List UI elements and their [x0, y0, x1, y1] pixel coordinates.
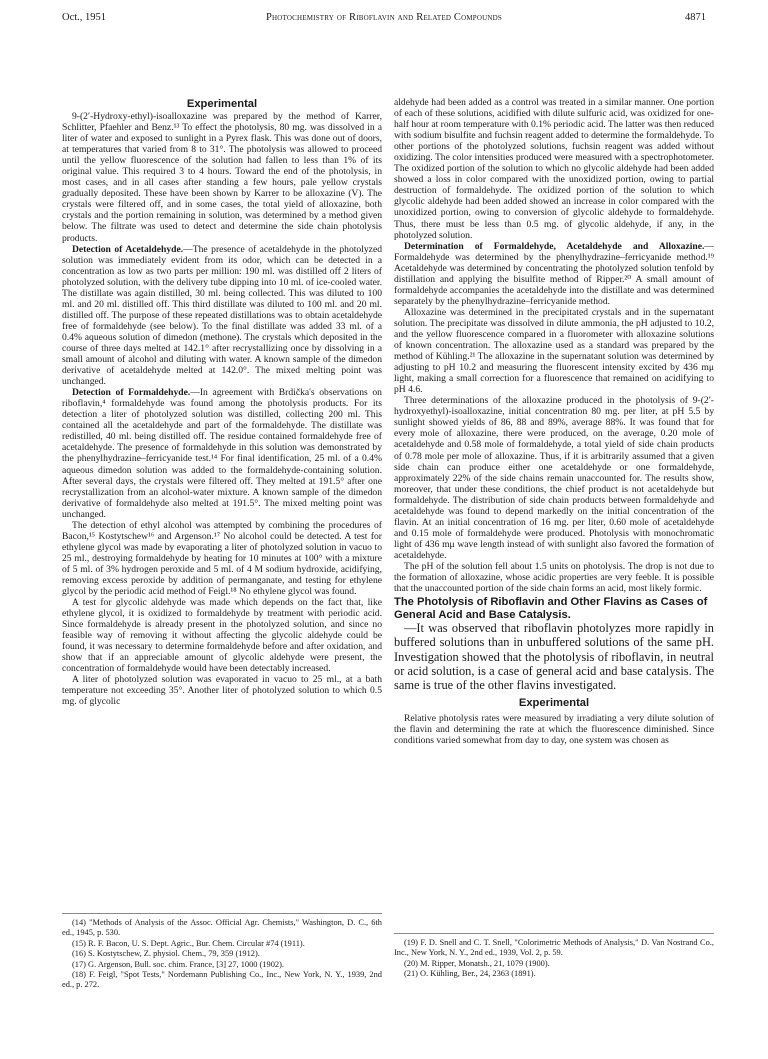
- running-head: [62, 10, 706, 26]
- footnote-18: (18) F. Feigl, "Spot Tests," Nordemann Publishing Co., Inc., New York, N. Y., 1939, 2nd ed., p. 272.: [62, 970, 382, 990]
- section-heading-catalysis: The Photolysis of Riboflavin and Other Flavins as Cases of General Acid and Base Catalysis.: [394, 596, 708, 621]
- paragraph-yields: Three determinations of the alloxazine produced in the photolysis of 9-(2′-hydroxyethyl)-isoalloxazine, initial concentration 80 mg. per liter, at pH 5.5 by sunlight showed yields of 86, 88 and 89%, average 88%. It was found that for every mole of alloxazine, there were produced, on the average, 0.20 mole of acetaldehyde and 0.58 mole of formaldehyde, a total yield of side chain products of 0.78 mole per mole of alloxazine. Thus, if it is arbitrarily assumed that a given side chain can produce either one acetaldehyde or one formaldehyde, approximately 22% of the side chains remain unaccounted for. The results show, moreover, that under these conditions, the chief product is not acetaldehyde but formaldehyde. The distribution of side chain products between formaldehyde and acetaldehyde was found to depend markedly on the initial concentration of the flavin. At an initial concentration of 16 mg. per liter, 0.60 mole of acetaldehyde and 0.15 mole of formaldehyde were produced. Photolysis with monochromatic light of 436 mμ wave length instead of with sunlight also favored the formation of acetaldehyde.: [394, 395, 714, 561]
- paragraph-determination: [394, 241, 714, 307]
- footnotes-right: [394, 933, 714, 980]
- paragraph-ethyl-alcohol: The detection of ethyl alcohol was attempted by combining the procedures of Bacon,¹⁵ Kostytschew¹⁶ and Argenson.¹⁷ No alcohol could be detected. A test for ethylene glycol was made by evaporating a liter of photolyzed solution in vacuo to 25 ml., destroying formaldehyde by heating for 10 minutes at 100° with a mixture of 5 ml. of 3% hydrogen peroxide and 5 ml. of 4 M sodium hydroxide, acidifying, removing excess peroxide by addition of permanganate, and testing for ethylene glycol by the periodic acid method of Feigl.¹⁸ No ethylene glycol was found.: [62, 519, 382, 598]
- footnote-21: (21) O. Kühling, Ber., 24, 2363 (1891).: [404, 969, 536, 979]
- footnote-15: (15) R. F. Bacon, U. S. Dept. Agric., Bur. Chem. Circular #74 (1911).: [72, 938, 305, 948]
- footnote-19: (19) F. D. Snell and C. T. Snell, "Colorimetric Methods of Analysis," D. Van Nostrand Co., Inc., New York, N. Y., 2nd ed., 1939, Vol. 2, p. 59.: [394, 938, 714, 958]
- right-column: [394, 97, 714, 746]
- paragraph-alloxazine: Alloxazine was determined in the precipitated crystals and in the supernatant solution. The precipitate was dissolved in dilute ammonia, the pH adjusted to 10.2, and the yellow fluorescence compared in a fluorometer with alloxazine solutions of known concentration. The alloxazine used as a standard was prepared by the method of Kühling.²¹ The alloxazine in the supernatant solution was determined by adjusting to pH 10.2 and measuring the fluorescent intensity excited by 436 mμ light, making a small correction for a fluorescence that remained on acidifying to pH 4.6.: [394, 306, 714, 396]
- section-heading-experimental-2: Experimental: [518, 697, 590, 710]
- page-number: 4871: [685, 12, 706, 23]
- footnote-17: (17) G. Argenson, Bull. soc. chim. France, [3] 27, 1000 (1902).: [72, 959, 284, 969]
- paragraph-glycolic-aldehyde: A test for glycolic aldehyde was made which depends on the fact that, like ethylene glycol, it is oxidized to formaldehyde by treatment with periodic acid. Since formaldehyde is already present in the photolyzed solution, and since no feasible way of removing it without affecting the glycolic aldehyde could be found, it was necessary to determine formaldehyde before and after oxidation, and show that if an appreciable amount of glycolic aldehyde were present, the concentration of formaldehyde would have been detectably increased.: [62, 597, 382, 675]
- determination-body: —Formaldehyde was determined by the phenylhydrazine–ferricyanide method.¹⁹ Acetaldehyde was determined by concentrating the photolyzed solution tenfold by distillation and applying the bisulfite method of Ripper.²⁰ A small amount of formaldehyde accompanies the acetaldehyde into the distillate and was determined separately by the phenylhydrazine–ferricyanide method.: [394, 240, 714, 307]
- footnote-rule: [394, 933, 714, 934]
- issue-date: Oct., 1951: [62, 12, 107, 23]
- section-heading-experimental: Experimental: [186, 98, 258, 110]
- running-title: Photochemistry of Riboflavin and Related Compounds: [265, 12, 502, 23]
- footnote-16: (16) S. Kostytschew, Z. physiol. Chem., 79, 359 (1912).: [72, 949, 260, 959]
- paragraph-continuation: aldehyde had been added as a control was treated in a similar manner. One portion of each of these solutions, acidified with dilute sulfuric acid, was oxidized for one-half hour at room temperature with 0.1% periodic acid. The latter was then reduced with sodium bisulfite and fuchsin reagent added to determine the formaldehyde. To other portions of the photolyzed solutions, fuchsin reagent was added without oxidizing. The color intensities produced were measured with a spectrophotometer. The oxidized portion of the solution to which no glycolic aldehyde had been added showed a loss in color compared with the unoxidized portion, owing to partial destruction of formaldehyde. The oxidized portion of the solution to which glycolic aldehyde had been added showed an increase in color compared with the unoxidized portion, owing to conversion of glycolic aldehyde to formaldehyde. Thus, there must be less than 0.5 mg. of glycolic aldehyde, if any, in the photolyzed solution.: [394, 97, 714, 241]
- formaldehyde-body: —In agreement with Brdička's observations on riboflavin,⁴ formaldehyde was found among the photolysis products. For its detection a liter of photolyzed solution was distilled, collecting 200 ml. This contained all the acetaldehyde and part of the formaldehyde. The distillate was redistilled, 40 ml. being distilled off. The residue contained formaldehyde free of acetaldehyde. The presence of formaldehyde in this solution was demonstrated by the phenylhydrazine–ferricyanide test.¹⁴ For final identification, 25 ml. of a 0.4% aqueous dimedon solution was added to the formaldehyde-containing solution. After several days, the crystals were filtered off. They melted at 191.5° after one recrystallization from an alcohol-water mixture. A known sample of the dimedon derivative of formaldehyde also melted at 191.5°. The mixed melting point was unchanged.: [62, 387, 382, 520]
- subhead-formaldehyde: Detection of Formaldehyde.: [72, 387, 191, 399]
- paragraph-acetaldehyde: [62, 244, 382, 388]
- subhead-determination: Determination of Formaldehyde, Acetaldehyde and Alloxazine.: [404, 240, 705, 252]
- footnotes-left: [62, 913, 382, 991]
- paragraph-catalysis-summary: —It was observed that riboflavin photolyzes more rapidly in buffered solutions than in unbuffered solutions of the same pH. Investigation showed that the photolysis of riboflavin, in neutral or acid solution, is a case of general acid and base catalysis. The same is true of the other flavins investigated.: [394, 621, 714, 692]
- paragraph-formaldehyde: [62, 387, 382, 520]
- footnote-rule: [62, 913, 382, 914]
- left-column: [62, 97, 382, 708]
- footnote-20: (20) M. Ripper, Monatsh., 21, 1079 (1900).: [404, 958, 550, 968]
- footnote-14: (14) "Methods of Analysis of the Assoc. Official Agr. Chemists," Washington, D. C., 6th ed., 1945, p. 530.: [62, 918, 382, 938]
- paragraph-evaporation: A liter of photolyzed solution was evaporated in vacuo to 25 ml., at a bath temperature not exceeding 35°. Another liter of photolyzed solution to which 0.5 mg. of glycolic: [62, 674, 382, 708]
- paragraph-relative-rates: Relative photolysis rates were measured by irradiating a very dilute solution of the flavin and determining the rate at which the fluorescence diminished. Since conditions varied somewhat from day to day, one system was chosen as: [394, 713, 714, 747]
- subhead-acetaldehyde: Detection of Acetaldehyde.: [72, 243, 184, 255]
- paragraph-preparation: 9-(2′-Hydroxy-ethyl)-isoalloxazine was prepared by the method of Karrer, Schlitter, Pfaehler and Benz.¹³ To effect the photolysis, 80 mg. was dissolved in a liter of water and exposed to sunlight in a Pyrex flask. This was done out of doors, at temperatures that varied from 8 to 31°. The photolysis was allowed to proceed until the yellow fluorescence of the solution had fallen to less than 1% of its original value. This required 3 to 4 hours. Toward the end of the photolysis, in most cases, and in all cases after standing a few hours, pale yellow crystals gradually deposited. These have been shown by Karrer to be alloxazine (V). The crystals were filtered off, and in some cases, the total yield of alloxazine, both crystals and the portion remaining in solution, was determined by a method given below. The filtrate was used to detect and determine the side chain photolysis products.: [62, 111, 382, 244]
- paragraph-ph-drop: The pH of the solution fell about 1.5 units on photolysis. The drop is not due to the formation of alloxazine, whose acidic properties are very feeble. It is possible that the unaccounted portion of the side chain forms an acid, most likely formic.: [394, 560, 714, 595]
- acetaldehyde-body: —The presence of acetaldehyde in the photolyzed solution was immediately evident from its odor, which can be detected in a concentration as low as two parts per million: 190 ml. was distilled off 2 liters of photolyzed solution, with the delivery tube dipping into 10 ml. of ice-cooled water. The distillate was again distilled, 30 ml. being collected. This was diluted to 100 ml. and 20 ml. distilled off. This third distillate was diluted to 100 ml. and 20 ml. distilled off. The purpose of these repeated distillations was to obtain acetaldehyde free of formaldehyde (see below). To the final distillate was added 33 ml. of a 0.4% aqueous solution of dimedon (methone). The crystals which deposited in the course of three days melted at 142.1° after recrystallizing once by dissolving in a small amount of alcohol and diluting with water. A known sample of the dimedon derivative of acetaldehyde melted at 142.0°. The mixed melting point was unchanged.: [62, 243, 382, 388]
